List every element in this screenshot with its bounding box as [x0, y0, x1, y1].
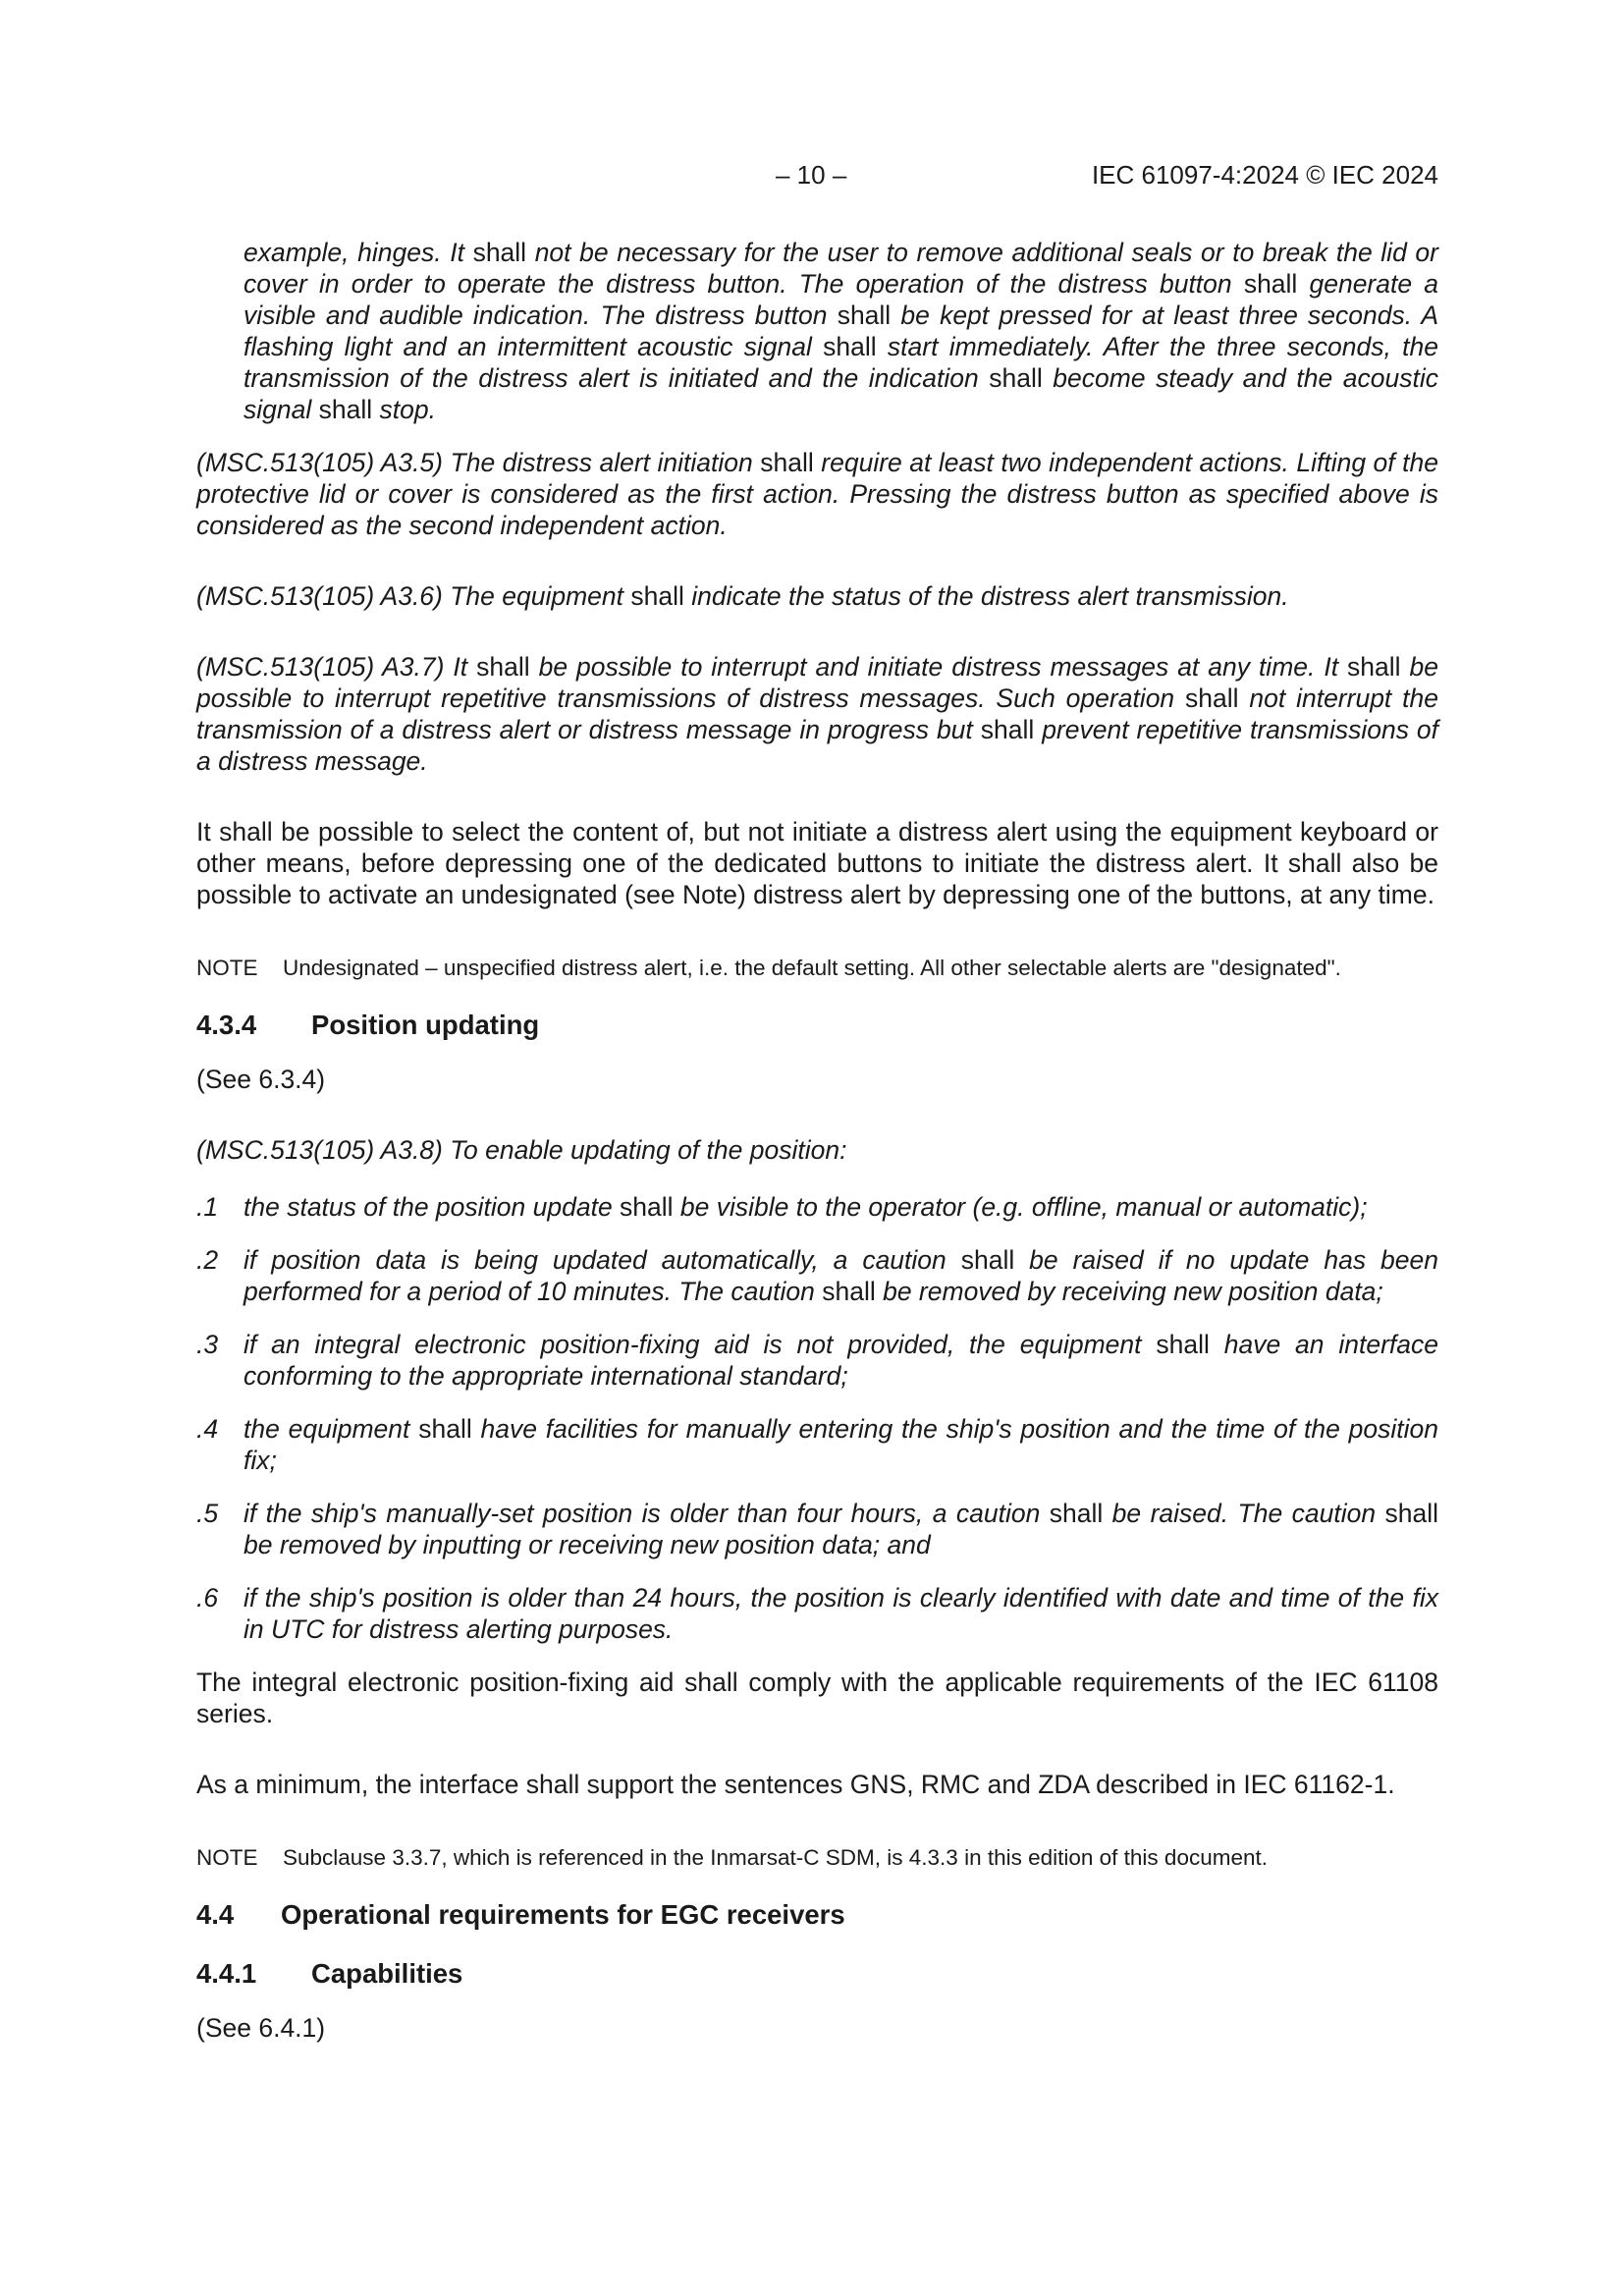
list-item-text	[243, 1413, 1438, 1476]
upright-text-run: shall	[1384, 1499, 1438, 1528]
list-item	[196, 1329, 1438, 1392]
italic-text-run: stop.	[379, 395, 436, 424]
upright-text-run: shall	[822, 1277, 884, 1306]
list-item-text	[243, 1498, 1438, 1560]
see-reference-6-3-4: (See 6.3.4)	[196, 1065, 326, 1094]
document-reference: IEC 61097-4:2024 © IEC 2024	[1091, 160, 1438, 190]
italic-text-run: be possible to interrupt and initiate distress messages at any time. It	[538, 652, 1348, 682]
heading-number: 4.3.4	[196, 1010, 257, 1040]
list-item-number: .3	[196, 1330, 219, 1359]
upright-text-run: shall	[837, 301, 901, 330]
note-subclause	[196, 1843, 1438, 1873]
list-item-number: .1	[196, 1192, 219, 1222]
heading-4-4	[196, 1898, 1438, 1932]
list-item	[196, 1582, 1438, 1645]
list-item	[196, 1244, 1438, 1307]
italic-text-run: become steady and the acoustic signal	[243, 363, 1438, 424]
italic-text-run: require at least two independent actions. Lifting of the protective lid or cover is considered as the first action. Pressing the distress button as specified above is considered as the second independent action.	[196, 448, 1438, 540]
heading-title: Capabilities	[311, 1958, 463, 1989]
list-item-text	[243, 1191, 1438, 1223]
italic-text-run: not be necessary for the user to remove additional seals or to break the lid or cover in order to operate the distress button. The operation of the distress button	[243, 238, 1438, 299]
list-item-text	[243, 1582, 1438, 1645]
italic-text-run: (MSC.513(105) A3.7) It	[196, 652, 477, 682]
list-item-number: .6	[196, 1583, 219, 1613]
upright-text-run: shall	[630, 581, 692, 611]
list-item-number: .4	[196, 1414, 219, 1444]
heading-number: 4.4	[196, 1899, 235, 1930]
heading-number: 4.4.1	[196, 1958, 257, 1989]
italic-text-run: be removed by receiving new position data;	[883, 1277, 1383, 1306]
heading-4-3-4	[196, 1009, 1438, 1042]
page-number: – 10 –	[776, 160, 847, 190]
paragraph-a3-6	[196, 580, 1438, 612]
note-label: NOTE	[196, 956, 258, 980]
italic-text-run: if position data is being updated automatically, a caution	[243, 1245, 961, 1275]
heading-title: Position updating	[311, 1010, 540, 1040]
paragraph-a3-7	[196, 651, 1438, 777]
upright-text-run: shall	[418, 1414, 481, 1444]
italic-text-run: (MSC.513(105) A3.5) The distress alert initiation	[196, 448, 761, 477]
italic-text-run: have an interface conforming to the appropriate international standard;	[243, 1330, 1438, 1391]
upright-text-run: shall	[1347, 652, 1410, 682]
upright-text-run: shall	[1156, 1330, 1224, 1359]
list-item	[196, 1498, 1438, 1560]
heading-title: Operational requirements for EGC receivers	[281, 1899, 845, 1930]
italic-text-run: the equipment	[243, 1414, 419, 1444]
paragraph-select-content: It shall be possible to select the content of, but not initiate a distress alert using the equipment keyboard or other means, before depressing one of the dedicated buttons to initiate the distress alert. It shall also be possible to activate an undesignated (see Note) distress alert by depressing one of the buttons, at any time.	[196, 817, 1438, 909]
paragraph-distress-button	[243, 237, 1438, 425]
italic-text-run: if the ship's position is older than 24 hours, the position is clearly identified with date and time of the fix in UTC for distress alerting purposes.	[243, 1583, 1438, 1644]
upright-text-run: shall	[472, 238, 535, 267]
italic-text-run: be raised. The caution	[1111, 1499, 1385, 1528]
upright-text-run: shall	[476, 652, 539, 682]
paragraph-a3-8-intro: (MSC.513(105) A3.8) To enable updating of the position:	[196, 1135, 847, 1165]
heading-4-4-1	[196, 1957, 1438, 1991]
italic-text-run: be possible to interrupt repetitive transmissions of distress messages. Such operation	[196, 652, 1438, 713]
page-content	[196, 237, 1438, 2044]
italic-text-run: if an integral electronic position-fixing aid is not provided, the equipment	[243, 1330, 1157, 1359]
italic-text-run: be raised if no update has been performed for a period of 10 minutes. The caution	[243, 1245, 1438, 1306]
italic-text-run: (MSC.513(105) A3.6) The equipment	[196, 581, 631, 611]
italic-text-run: example, hinges. It	[243, 238, 473, 267]
note-label: NOTE	[196, 1845, 258, 1870]
italic-text-run: prevent repetitive transmissions of a distress message.	[196, 715, 1439, 776]
italic-text-run: indicate the status of the distress alert transmission.	[691, 581, 1289, 611]
italic-text-run: not interrupt the transmission of a distress alert or distress message in progress but	[196, 683, 1438, 744]
list-item-text	[243, 1329, 1438, 1392]
note-undesignated	[196, 954, 1438, 983]
upright-text-run: shall	[620, 1192, 680, 1222]
italic-text-run: start immediately. After the three seconds, the transmission of the distress alert is initiated and the indication	[243, 332, 1438, 393]
upright-text-run: shall	[960, 1245, 1030, 1275]
list-item	[196, 1191, 1438, 1223]
list-item-number: .2	[196, 1245, 219, 1275]
upright-text-run: shall	[980, 715, 1043, 744]
see-reference-6-4-1: (See 6.4.1)	[196, 2013, 326, 2043]
position-update-list	[196, 1191, 1438, 1645]
upright-text-run: shall	[1243, 269, 1310, 299]
italic-text-run: have facilities for manually entering the ship's position and the time of the position fix;	[243, 1414, 1438, 1475]
italic-text-run: if the ship's manually-set position is older than four hours, a caution	[243, 1499, 1050, 1528]
note-text: Subclause 3.3.7, which is referenced in the Inmarsat-C SDM, is 4.3.3 in this edition of this document.	[283, 1845, 1268, 1870]
page-header	[196, 157, 1438, 192]
paragraph-interface-sentences: As a minimum, the interface shall support the sentences GNS, RMC and ZDA described in IEC 61162-1.	[196, 1770, 1395, 1799]
upright-text-run: shall	[318, 395, 380, 424]
upright-text-run: shall	[760, 448, 822, 477]
paragraph-integral-aid: The integral electronic position-fixing aid shall comply with the applicable requirements of the IEC 61108 series.	[196, 1667, 1438, 1728]
upright-text-run: shall	[1185, 683, 1250, 713]
italic-text-run: be removed by inputting or receiving new position data; and	[243, 1530, 931, 1559]
list-item-number: .5	[196, 1499, 219, 1528]
upright-text-run: shall	[1049, 1499, 1112, 1528]
paragraph-a3-5	[196, 447, 1438, 541]
italic-text-run: be visible to the operator (e.g. offline, manual or automatic);	[679, 1192, 1368, 1222]
italic-text-run: generate a visible and audible indication. The distress button	[243, 269, 1439, 330]
list-item	[196, 1413, 1438, 1476]
upright-text-run: shall	[823, 332, 888, 361]
note-text: Undesignated – unspecified distress alert, i.e. the default setting. All other selectable alerts are "designated".	[283, 956, 1341, 980]
italic-text-run: be kept pressed for at least three seconds. A flashing light and an intermittent acoustic signal	[243, 301, 1438, 361]
upright-text-run: shall	[989, 363, 1054, 393]
italic-text-run: the status of the position update	[243, 1192, 621, 1222]
list-item-text	[243, 1244, 1438, 1307]
